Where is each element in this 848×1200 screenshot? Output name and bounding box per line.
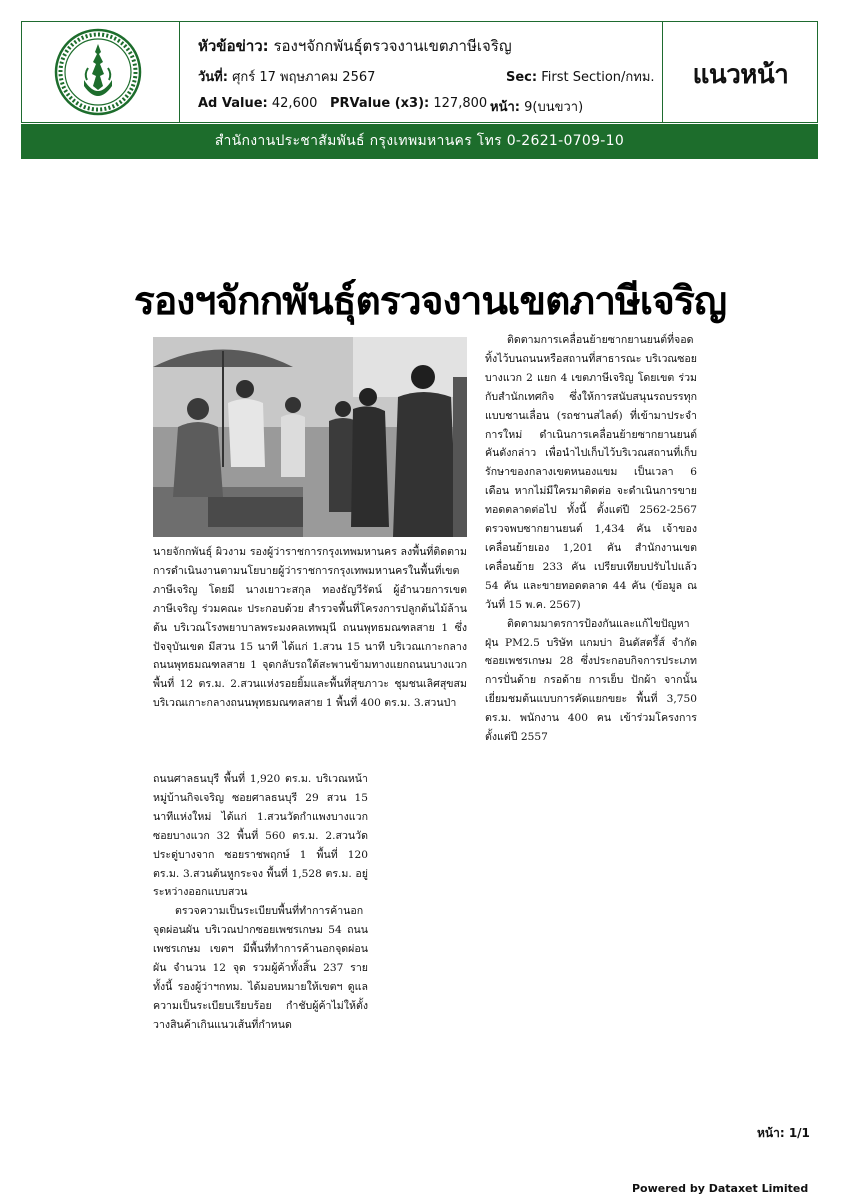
section-row	[506, 66, 655, 87]
article-paragraph: ตรวจความเป็นระเบียบพื้นที่ทำการค้านอกจุดผ่อนผัน บริเวณปากซอยเพชรเกษม 54 ถนนเพชรเกษม เขตฯ มีพื้นที่ทำการค้านอกจุดผ่อนผัน จำนวน 12 จุด รวมผู้ค้าทั้งสิ้น 237 ราย ทั้งนี้ รองผู้ว่าฯกทม. ได้มอบหมายให้เขตฯ ดูแลความเป็นระเบียบเรียบร้อย กำชับผู้ค้าไม่ให้ตั้งวางสินค้าเกินแนวเส้นที่กำหนด	[153, 905, 368, 1031]
ad-value-label: Ad Value:	[198, 96, 268, 111]
news-photo	[153, 337, 467, 537]
office-contact-bar: สำนักงานประชาสัมพันธ์ กรุงเทพมหานคร โทร 0-2621-0709-10	[21, 124, 818, 159]
page-row	[490, 96, 583, 117]
ad-value: 42,600	[271, 96, 318, 111]
headline-row	[198, 34, 512, 58]
section-value: First Section/กทม.	[541, 70, 655, 85]
page-value: 9(บนขวา)	[524, 100, 584, 115]
article-paragraph: ถนนศาลธนบุรี พื้นที่ 1,920 ตร.ม. บริเวณหน้าหมู่บ้านกิจเจริญ ซอยศาลธนบุรี 29 สวน 15 นาทีแห่งใหม่ ได้แก่ 1.สวนวัดกำแพงบางแวก ซอยบางแวก 32 พื้นที่ 560 ตร.ม. 2.สวนวัดประดู่บางจาก ซอยราชพฤกษ์ 1 พื้นที่ 120 ตร.ม. 3.สวนต้นหูกระจง พื้นที่ 1,528 ตร.ม. อยู่ระหว่างออกแบบสวน	[153, 773, 368, 899]
article-headline: รองฯจักกพันธุ์ตรวจงานเขตภาษีเจริญ	[133, 279, 727, 324]
article-paragraph: ติดตามการเคลื่อนย้ายซากยานยนต์ที่จอดทิ้งไว้บนถนนหรือสถานที่สาธารณะ บริเวณซอยบางแวก 2 แยก 4 เขตภาษีเจริญ โดยเขต ร่วมกับสำนักเทศกิจ ซึ่งให้การสนับสนุนรถบรรทุกแบบชานเลื่อน (รถชานสไลด์) ที่เข้ามาประจำการใหม่ ดำเนินการเคลื่อนย้ายซากยานยนต์คันดังกล่าว เพื่อนำไปเก็บไว้บริเวณสถานที่เก็บรักษาของกลางเขตหนองแขม เป็นเวลา 6 เดือน หากไม่มีใครมาติดต่อ จะดำเนินการขายทอดตลาดต่อไป ทั้งนี้ ตั้งแต่ปี 2562-2567 ตรวจพบซากยานยนต์ 1,434 คัน เจ้าของเคลื่อนย้ายเอง 1,201 คัน สำนักงานเขตเคลื่อนย้าย 233 คัน เปรียบเทียบปรับไปแล้ว 54 คัน และขายทอดตลาด 44 คัน (ข้อมูล ณ วันที่ 15 พ.ค. 2567)	[485, 334, 697, 611]
date-row	[198, 66, 375, 87]
headline-label: หัวข้อข่าว:	[198, 37, 269, 55]
page-label: หน้า:	[490, 100, 520, 115]
pr-value: 127,800	[433, 96, 488, 111]
section-label: Sec:	[506, 70, 538, 85]
headline-value: รองฯจักกพันธุ์ตรวจงานเขตภาษีเจริญ	[273, 37, 512, 55]
date-label: วันที่:	[198, 70, 228, 85]
page-number: หน้า: 1/1	[757, 1126, 810, 1140]
article-right-column	[485, 331, 697, 747]
clipping-info	[198, 22, 658, 122]
article-left-column	[153, 770, 368, 1035]
publication-name: แนวหน้า	[692, 60, 789, 90]
date-value: ศุกร์ 17 พฤษภาคม 2567	[232, 70, 376, 85]
publication-cell	[662, 22, 818, 122]
pr-value-row	[330, 96, 487, 111]
pr-value-label: PRValue (x3):	[330, 96, 430, 111]
clipping-header	[21, 21, 818, 123]
ad-value-row	[198, 96, 317, 111]
powered-by: Powered by Dataxet Limited	[632, 1182, 809, 1195]
logo-cell	[22, 22, 180, 122]
bma-seal-logo	[54, 28, 142, 116]
article-paragraph: ติดตามมาตรการป้องกันและแก้ไขปัญหาฝุ่น PM2.5 บริษัท แกมบ่า อินดัสตรี้ส์ จำกัด ซอยเพชรเกษม 28 ซึ่งประกอบกิจการประเภทการปั่นด้าย กรอด้าย การเย็บ ปักผ้า จากนั้นเยี่ยมชมต้นแบบการคัดแยกขยะ พื้นที่ 3,750 ตร.ม. พนักงาน 400 คน เข้าร่วมโครงการ ตั้งแต่ปี 2557	[485, 617, 697, 744]
photo-caption: นายจักกพันธุ์ ผิวงาม รองผู้ว่าราชการกรุงเทพมหานคร ลงพื้นที่ติดตามการดำเนินงานตามนโยบายผู้ว่าราชการกรุงเทพมหานครในพื้นที่เขตภาษีเจริญ โดยมี นางเยาวะสกุล ทองธัญวีรัตน์ ผู้อำนวยการเขตภาษีเจริญ ร่วมคณะ ประกอบด้วย สำรวจพื้นที่โครงการปลูกต้นไม้ล้านต้น บริเวณโรงพยาบาลพระมงคลเทพมุนี ถนนพุทธมณฑลสาย 1 ซึ่งปัจจุบันเขต มีสวน 15 นาที ได้แก่ 1.สวน 15 นาที บริเวณเกาะกลางถนนพุทธมณฑลสาย 1 จุดกลับรถใต้สะพานข้ามทางแยกถนนบางแวก พื้นที่ 12 ตร.ม. 2.สวนแห่งรอยยิ้มและพื้นที่สุขภาวะ ชุมชนเลิศสุขสม บริเวณเกาะกลางถนนพุทธมณฑลสาย 1 พื้นที่ 400 ตร.ม. 3.สวนป่า	[153, 546, 467, 710]
photo-caption-column	[153, 543, 467, 713]
